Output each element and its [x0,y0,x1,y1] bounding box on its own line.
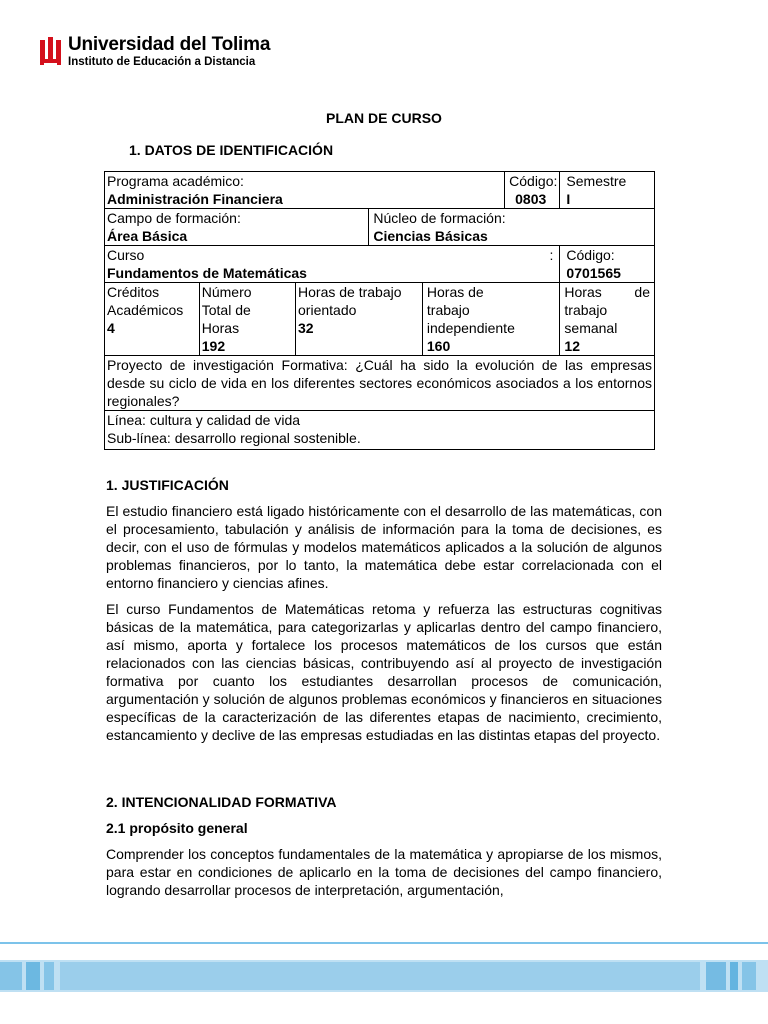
total-hours-label-line: Horas [201,320,240,336]
course-label: Curso [107,247,145,263]
justification-paragraph: El curso Fundamentos de Matemáticas retoma y refuerza las estructuras cognitivas básicas de la matemática, para categorizarlas y aplicarlas dentro del campo financiero, así mismo, aporta y fortalece los procesos matemáticos de los cursos que están relacionados con las ciencias básicas, contribuyendo así al proyecto de investigación formativa por cuanto los estudiantes desarrollan procesos de comunicación, argumentación y solución de algunos problemas económicos y financieros en situaciones específicas de la caracterización de las diferentes etapas de nacimiento, crecimiento, estancamiento y declive de las empresas estudiadas en las distintas etapas del proyecto. [106,601,662,743]
course-value: Fundamentos de Matemáticas [107,265,307,281]
independent-hours-cell [422,283,560,356]
program-code-label: Código: [509,173,558,189]
research-subline: Sub-línea: desarrollo regional sostenible. [107,430,361,446]
total-hours-label-line: Total de [201,302,251,318]
justification-section [106,476,662,744]
weekly-hours-label-line: semanal [564,320,618,336]
weekly-hours-label-line: trabajo [564,302,608,318]
weekly-hours-cell [560,283,655,356]
table-row [105,172,655,209]
table-row [105,356,655,411]
semester-value: I [566,191,571,207]
course-code-cell [560,246,655,283]
table-row [105,411,655,450]
weekly-hours-label-word: Horas [564,284,602,300]
footer-band [0,940,768,1024]
credits-value: 4 [107,320,115,336]
total-hours-value: 192 [201,338,226,354]
program-cell [105,172,505,209]
university-emblem-icon [40,37,62,67]
general-purpose-subheading: 2.1 propósito general [106,820,248,836]
field-cell [105,209,369,246]
semester-cell [560,172,655,209]
institute-name: Instituto de Educación a Distancia [68,56,256,68]
identification-table [104,171,655,450]
program-label: Programa académico: [107,173,244,189]
course-code-value: 0701565 [566,265,621,281]
course-colon: : [549,247,554,263]
program-value: Administración Financiera [107,191,283,207]
justification-heading: 1. JUSTIFICACIÓN [106,477,229,493]
nucleus-cell [369,209,655,246]
guided-hours-label-line: Horas de trabajo [298,284,402,300]
independent-hours-label-line: independiente [426,320,515,336]
table-row [105,283,655,356]
weekly-hours-value: 12 [564,338,580,354]
independent-hours-label-line: Horas de [426,284,484,300]
weekly-hours-label-word: de [634,284,650,300]
university-name: Universidad del Tolima [68,34,271,55]
credits-label-line: Créditos [107,284,160,300]
nucleus-value: Ciencias Básicas [373,228,488,244]
table-row [105,209,655,246]
semester-label: Semestre [566,173,627,189]
guided-hours-value: 32 [298,320,314,336]
independent-hours-value: 160 [426,338,451,354]
research-line: Línea: cultura y calidad de vida [107,412,301,428]
total-hours-label-line: Número [201,284,252,300]
course-code-label: Código: [566,247,615,263]
program-code-cell [505,172,560,209]
general-purpose-paragraph: Comprender los conceptos fundamentales de la matemática y apropiarse de los mismos, para estar en condiciones de aplicarlo en la toma de decisiones del campo financiero, logrando desarrollar procesos de interpretación, argumentación, [106,846,662,898]
guided-hours-label-line: orientado [298,302,357,318]
field-label: Campo de formación: [107,210,241,226]
credits-label-line: Académicos [107,302,184,318]
independent-hours-label-line: trabajo [426,302,470,318]
field-value: Área Básica [107,228,188,244]
section-identification-heading: 1. DATOS DE IDENTIFICACIÓN [129,142,334,158]
table-row [105,246,655,283]
total-hours-cell [199,283,295,356]
program-code-value: 0803 [515,191,547,207]
research-project-cell: Proyecto de investigación Formativa: ¿Cuál ha sido la evolución de las empresas desde su ciclo de vida en los diferentes sectores económicos asociados a los entornos regionales? [105,356,655,411]
research-line-cell [105,411,655,450]
formative-intent-section [106,793,662,899]
justification-paragraph: El estudio financiero está ligado históricamente con el desarrollo de las matemáticas, con el procesamiento, tabulación y análisis de información para la toma de decisiones, es decir, con el uso de fórmulas y modelos matemáticos aplicados a la solución de algunos problemas financieros, por lo tanto, la matemática debe estar correlacionada con el entorno financiero y ciencias afines. [106,503,662,591]
credits-cell [105,283,200,356]
page-title: PLAN DE CURSO [326,110,442,126]
guided-hours-cell [296,283,423,356]
nucleus-label: Núcleo de formación: [373,210,506,226]
course-cell [105,246,560,283]
formative-intent-heading: 2. INTENCIONALIDAD FORMATIVA [106,794,337,810]
